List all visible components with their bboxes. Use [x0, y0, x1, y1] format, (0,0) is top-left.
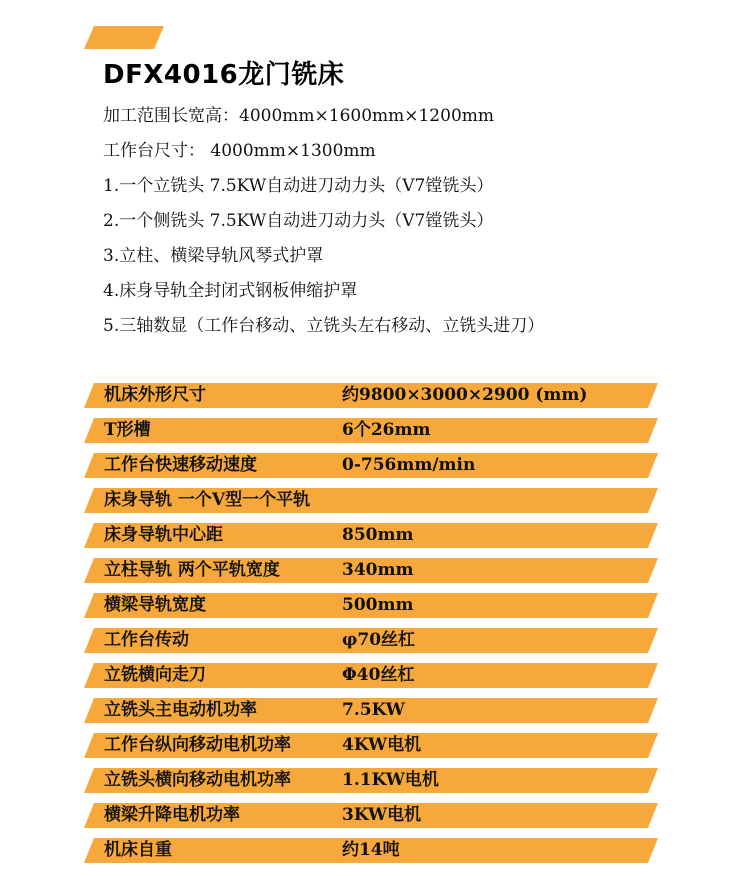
spec-value: 0-756mm/min — [342, 455, 476, 475]
spec-label: 立铣头横向移动电机功率 — [104, 770, 291, 790]
intro-line: 5.三轴数显（工作台移动、立铣头左右移动、立铣头进刀） — [103, 316, 545, 336]
spec-label: 工作台传动 — [104, 630, 189, 650]
spec-value: 4KW电机 — [342, 735, 422, 755]
spec-row — [84, 488, 658, 513]
spec-row — [84, 383, 658, 408]
title-accent-tab — [84, 26, 164, 49]
intro-line: 工作台尺寸： 4000mm×1300mm — [103, 141, 376, 161]
spec-table — [84, 383, 658, 873]
spec-value: 约9800×3000×2900 (mm) — [342, 385, 588, 405]
spec-row — [84, 698, 658, 723]
intro-line: 1.一个立铣头 7.5KW自动进刀动力头（V7镗铣头） — [103, 176, 494, 196]
spec-label: 机床自重 — [104, 840, 172, 860]
spec-label: 横梁导轨宽度 — [104, 595, 206, 615]
spec-value: 1.1KW电机 — [342, 770, 439, 790]
spec-label: 立铣横向走刀 — [104, 665, 206, 685]
spec-label: 立铣头主电动机功率 — [104, 700, 257, 720]
spec-value: 850mm — [342, 525, 414, 545]
spec-label: 横梁升降电机功率 — [104, 805, 240, 825]
spec-row — [84, 803, 658, 828]
spec-value: 7.5KW — [342, 700, 405, 720]
spec-row — [84, 733, 658, 758]
page-title: DFX4016龙门铣床 — [103, 60, 345, 90]
spec-value: 3KW电机 — [342, 805, 422, 825]
spec-value: 6个26mm — [342, 420, 431, 440]
spec-label: 机床外形尺寸 — [104, 385, 206, 405]
spec-row — [84, 523, 658, 548]
spec-label: 工作台快速移动速度 — [104, 455, 257, 475]
spec-label: 立柱导轨 两个平轨宽度 — [104, 560, 280, 580]
spec-value: 500mm — [342, 595, 414, 615]
intro-line: 3.立柱、横梁导轨风琴式护罩 — [103, 246, 324, 266]
spec-row — [84, 768, 658, 793]
spec-label: 床身导轨 一个V型一个平轨 — [104, 490, 311, 510]
spec-value: 340mm — [342, 560, 414, 580]
intro-line: 2.一个侧铣头 7.5KW自动进刀动力头（V7镗铣头） — [103, 211, 494, 231]
spec-row — [84, 453, 658, 478]
spec-label: 工作台纵向移动电机功率 — [104, 735, 291, 755]
spec-row — [84, 418, 658, 443]
spec-label: T形槽 — [104, 420, 151, 440]
spec-row — [84, 558, 658, 583]
spec-value: φ70丝杠 — [342, 630, 416, 650]
spec-value: 约14吨 — [342, 840, 400, 860]
spec-label: 床身导轨中心距 — [104, 525, 223, 545]
spec-row — [84, 628, 658, 653]
spec-row — [84, 838, 658, 863]
spec-value: Φ40丝杠 — [342, 665, 415, 685]
spec-row — [84, 663, 658, 688]
intro-line: 加工范围长宽高：4000mm×1600mm×1200mm — [103, 106, 494, 126]
spec-row — [84, 593, 658, 618]
intro-list — [103, 100, 544, 345]
intro-line: 4.床身导轨全封闭式钢板伸缩护罩 — [103, 281, 358, 301]
